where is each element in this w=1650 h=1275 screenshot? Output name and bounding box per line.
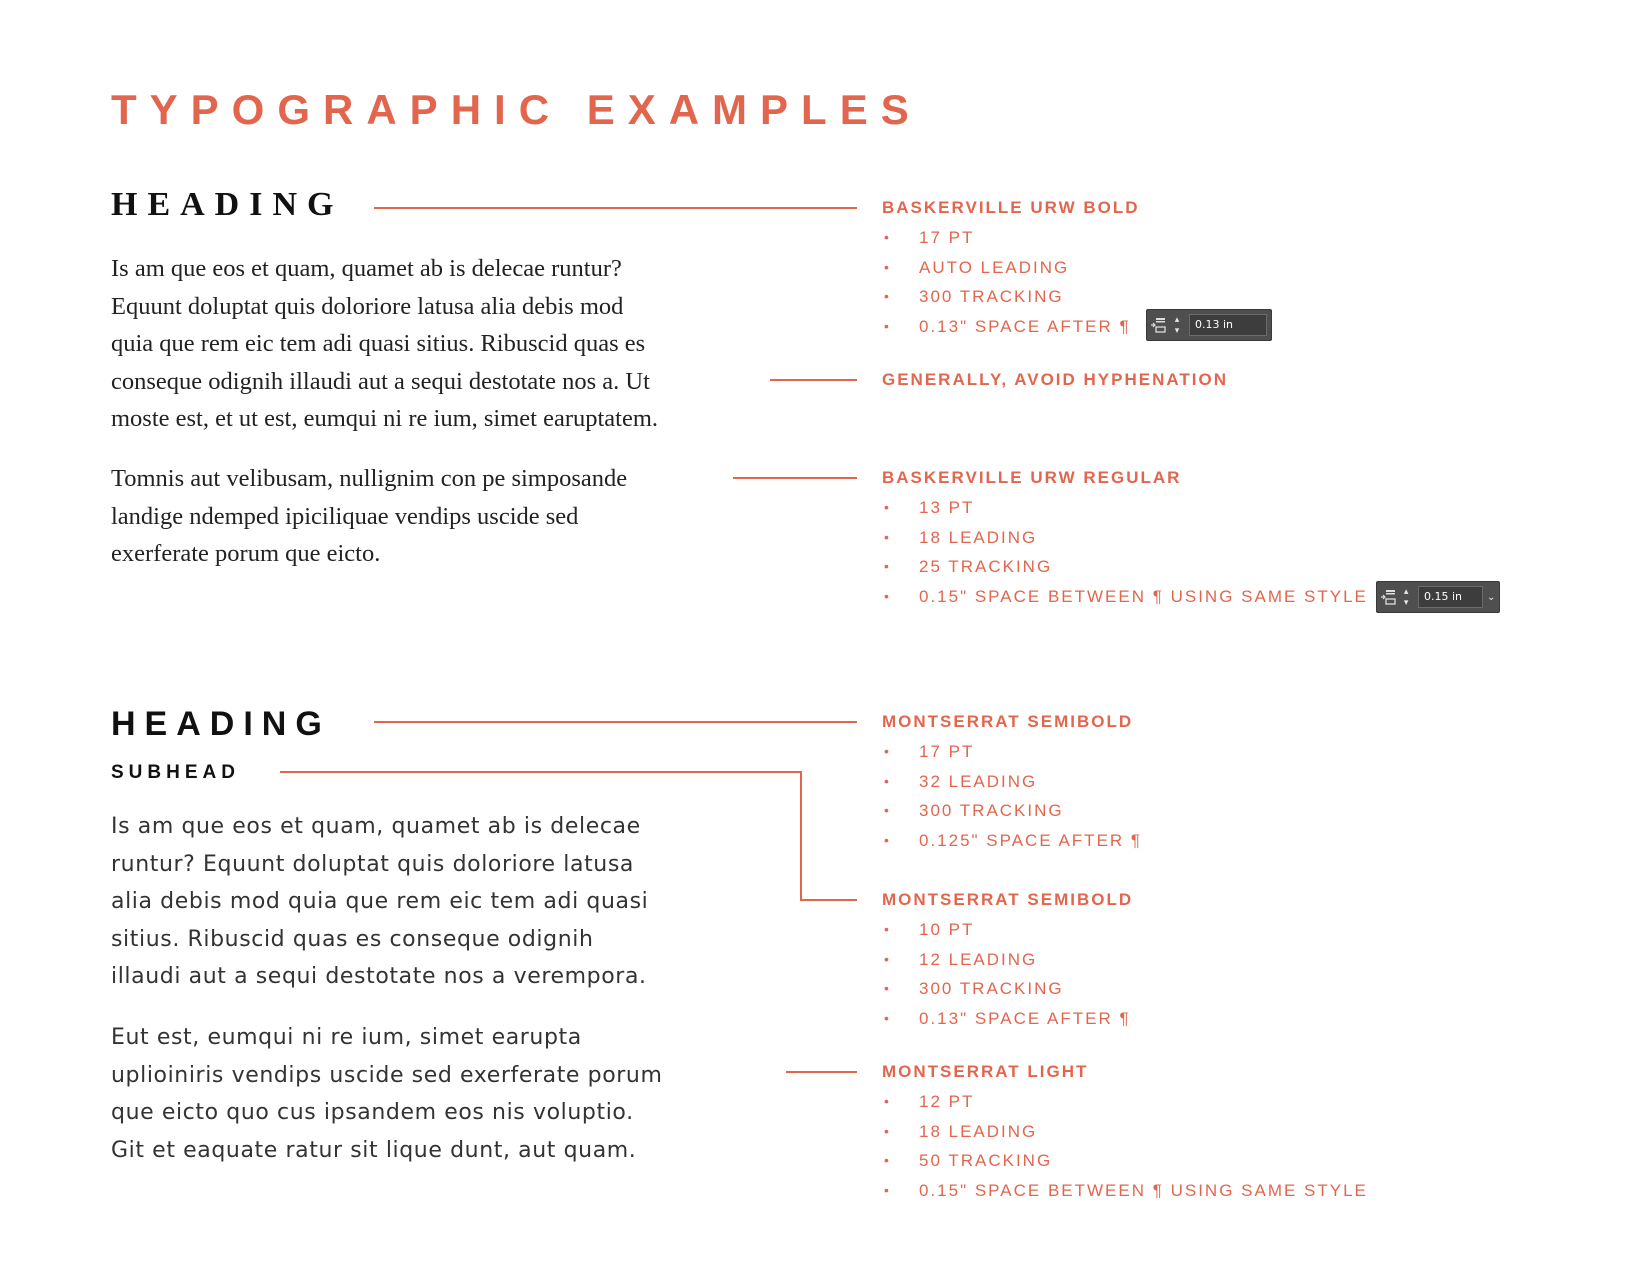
spec-list	[882, 737, 1142, 855]
space-after-icon	[1147, 314, 1169, 336]
spec-item-label: 12 LEADING	[919, 949, 1038, 969]
spec-item-label: 300 TRACKING	[919, 287, 1064, 306]
bullet: •	[884, 950, 891, 967]
chevron-up-icon[interactable]: ▴	[1174, 314, 1180, 324]
spec-baskerville-bold	[882, 193, 1140, 341]
spec-item	[882, 523, 1368, 553]
spec-item	[882, 974, 1133, 1004]
value-stepper[interactable]	[1169, 312, 1185, 338]
spec-item-label: 300 TRACKING	[919, 801, 1064, 820]
spec-title: MONTSERRAT SEMIBOLD	[882, 890, 1134, 909]
spec-item	[882, 826, 1142, 856]
spec-list	[882, 493, 1368, 611]
space-after-control	[1146, 309, 1272, 341]
bullet: •	[884, 1152, 891, 1168]
spec-title: MONTSERRAT LIGHT	[882, 1062, 1089, 1081]
bullet: •	[884, 528, 891, 545]
spec-item	[882, 767, 1142, 797]
spec-title: BASKERVILLE URW REGULAR	[882, 468, 1182, 487]
text-line: alia debis mod quia que rem eic tem adi quasi	[111, 889, 649, 914]
spec-title: GENERALLY, AVOID HYPHENATION	[882, 370, 1228, 389]
connector-line-hyphenation	[770, 379, 857, 381]
bullet: •	[884, 317, 891, 334]
text-line: Is am que eos et quam, quamet ab is delecae runtur?	[111, 255, 622, 282]
value-stepper[interactable]	[1398, 584, 1414, 610]
spec-item	[882, 915, 1133, 945]
spec-item	[882, 552, 1368, 582]
chevron-down-icon[interactable]: ▾	[1174, 325, 1180, 335]
spec-montserrat-semibold-subhead	[882, 885, 1133, 1033]
text-line: exerferate porum que eicto.	[111, 540, 381, 567]
spec-hyphenation	[882, 365, 1228, 395]
text-line: que eicto quo cus ipsandem eos nis voluptio.	[111, 1100, 634, 1125]
spec-item	[882, 1176, 1368, 1206]
text-line: sitius. Ribuscid quas es conseque odignih	[111, 926, 594, 952]
bullet: •	[884, 1009, 891, 1026]
bullet: •	[884, 772, 891, 789]
connector-line-subhead-end	[800, 899, 857, 901]
spec-item	[882, 1087, 1368, 1117]
bullet: •	[884, 258, 891, 275]
text-line: illaudi aut a sequi destotate nos a verempora.	[111, 964, 647, 989]
text-line: Equunt doluptat quis doloriore latusa alia debis mod	[111, 292, 624, 320]
space-after-input[interactable]: 0.13 in	[1189, 314, 1267, 336]
bullet: •	[884, 921, 891, 937]
text-line: conseque odignih illaudi aut a sequi destotate nos a. Ut	[111, 367, 650, 395]
spec-item	[882, 493, 1368, 523]
bullet: •	[884, 980, 891, 996]
spec-item-label: 0.13" SPACE AFTER ¶	[919, 316, 1131, 336]
spec-item-label: 0.125" SPACE AFTER ¶	[919, 830, 1143, 850]
spec-item	[882, 1117, 1368, 1147]
spec-item	[882, 1146, 1368, 1176]
spec-item	[882, 945, 1133, 975]
text-line: Eut est, eumqui ni re ium, simet earupta	[111, 1025, 582, 1050]
bullet: •	[884, 831, 891, 848]
text-line: Git et eaquate ratur sit lique dunt, aut quam.	[111, 1137, 637, 1163]
heading-sans-example: HEADING	[111, 705, 331, 743]
space-between-input[interactable]: 0.15 in	[1418, 586, 1482, 608]
spec-item-label: 10 PT	[919, 920, 975, 939]
connector-line-body-2	[786, 1071, 857, 1073]
spec-item-label: 25 TRACKING	[919, 557, 1053, 576]
dropdown-chevron-icon[interactable]: ⌄	[1482, 586, 1499, 608]
spec-item-label: 50 TRACKING	[919, 1151, 1053, 1170]
connector-line-heading-2	[374, 721, 857, 723]
text-line: moste est, et ut est, eumqui ni re ium, simet earuptatem.	[111, 405, 659, 432]
serif-body-paragraph-1	[111, 250, 658, 438]
bullet: •	[884, 558, 891, 574]
text-line: uplioiniris vendips uscide sed exerferate porum	[111, 1062, 663, 1088]
bullet: •	[884, 229, 891, 245]
spec-item-label: 32 LEADING	[919, 771, 1038, 791]
connector-line-heading	[374, 207, 857, 209]
connector-line-subhead	[280, 771, 802, 773]
text-line: Is am que eos et quam, quamet ab is delecae	[111, 814, 641, 839]
spec-item	[882, 312, 1140, 342]
page-title: TYPOGRAPHIC EXAMPLES	[111, 86, 922, 133]
sans-body-paragraph-2	[111, 1019, 663, 1169]
spec-item-label: 13 PT	[919, 498, 975, 517]
connector-line-body	[733, 477, 857, 479]
spec-item-label: 0.15" SPACE BETWEEN ¶ USING SAME STYLE	[919, 1180, 1368, 1200]
bullet: •	[884, 1122, 891, 1139]
spec-item-label: AUTO LEADING	[919, 257, 1070, 277]
spec-list	[882, 1087, 1368, 1205]
bullet: •	[884, 587, 891, 604]
sans-body-paragraph-1	[111, 808, 648, 996]
text-line: Tomnis aut velibusam, nullignim con pe simposande	[111, 465, 628, 492]
space-between-icon	[1377, 586, 1398, 608]
spec-title: MONTSERRAT SEMIBOLD	[882, 712, 1134, 731]
spec-item	[882, 223, 1140, 253]
text-line: quia que rem eic tem adi quasi sitius. Ribuscid quas es	[111, 330, 646, 357]
chevron-down-icon[interactable]: ▾	[1403, 597, 1409, 607]
chevron-up-icon[interactable]: ▴	[1403, 586, 1409, 596]
spec-item-label: 17 PT	[919, 742, 975, 761]
bullet: •	[884, 499, 891, 515]
bullet: •	[884, 1093, 891, 1109]
spec-montserrat-semibold-heading	[882, 707, 1142, 855]
serif-body-paragraph-2	[111, 460, 627, 573]
spec-item	[882, 253, 1140, 283]
spec-item-label: 300 TRACKING	[919, 979, 1064, 998]
subhead-example: SUBHEAD	[111, 762, 240, 783]
spec-item	[882, 582, 1368, 612]
spec-item	[882, 737, 1142, 767]
spec-item-label: 0.15" SPACE BETWEEN ¶ USING SAME STYLE	[919, 586, 1368, 606]
heading-serif-example: HEADING	[111, 186, 344, 223]
spec-baskerville-regular	[882, 463, 1368, 611]
space-between-control	[1376, 581, 1500, 613]
bullet: •	[884, 288, 891, 304]
spec-item	[882, 1004, 1133, 1034]
spec-item-label: 18 LEADING	[919, 1121, 1038, 1141]
spec-item-label: 12 PT	[919, 1092, 975, 1111]
spec-montserrat-light	[882, 1057, 1368, 1205]
bullet: •	[884, 802, 891, 818]
text-line: runtur? Equunt doluptat quis doloriore latusa	[111, 851, 634, 877]
connector-line-subhead-vertical	[800, 771, 802, 901]
spec-item	[882, 796, 1142, 826]
spec-item-label: 18 LEADING	[919, 527, 1038, 547]
spec-item-label: 0.13" SPACE AFTER ¶	[919, 1008, 1131, 1028]
bullet: •	[884, 1181, 891, 1198]
bullet: •	[884, 743, 891, 759]
text-line: landige ndemped ipiciliquae vendips uscide sed	[111, 502, 579, 530]
spec-item	[882, 282, 1140, 312]
spec-title: BASKERVILLE URW BOLD	[882, 198, 1140, 217]
spec-list	[882, 915, 1133, 1033]
spec-list	[882, 223, 1140, 341]
spec-item-label: 17 PT	[919, 228, 975, 247]
